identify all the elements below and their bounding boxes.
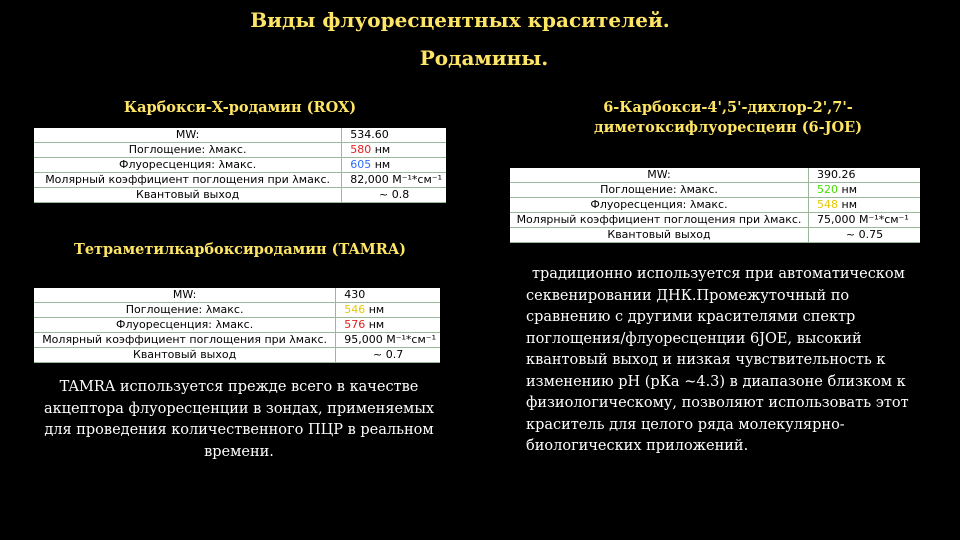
rox-heading: Карбокси-X-родамин (ROX): [123, 99, 357, 116]
extinction-label: Молярный коэффициент поглощения при λмакс.: [34, 333, 336, 348]
mw-label: MW:: [34, 128, 342, 143]
tamra-heading: Тетраметилкарбоксиродамин (TAMRA): [74, 241, 406, 258]
table-row: [34, 333, 440, 348]
slide-subtitle: Родамины.: [419, 46, 549, 70]
mw-label: MW:: [34, 288, 336, 303]
extinction-value: 82,000 М⁻¹*см⁻¹: [342, 173, 446, 188]
mw-value: 390.26: [809, 168, 921, 183]
joe-properties-table: [510, 168, 920, 243]
absorption-label: Поглощение: λмакс.: [34, 303, 336, 318]
extinction-label: Молярный коэффициент поглощения при λмакс.: [34, 173, 342, 188]
mw-value: 430: [336, 288, 440, 303]
table-row: [510, 213, 920, 228]
absorption-label: Поглощение: λмакс.: [34, 143, 342, 158]
tamra-properties-table: [34, 288, 440, 363]
quantum-yield-value: ~ 0.8: [342, 188, 446, 203]
extinction-label: Молярный коэффициент поглощения при λмакс.: [510, 213, 809, 228]
table-row: [510, 183, 920, 198]
fluorescence-unit: нм: [841, 198, 857, 211]
absorption-label: Поглощение: λмакс.: [510, 183, 809, 198]
fluorescence-value: 605: [350, 158, 372, 171]
table-row: [510, 198, 920, 213]
fluorescence-value: 548: [817, 198, 838, 211]
table-row: [34, 173, 446, 188]
quantum-yield-label: Квантовый выход: [510, 228, 809, 243]
fluorescence-label: Флуоресценция: λмакс.: [510, 198, 809, 213]
absorption-unit: нм: [841, 183, 857, 196]
absorption-value: 520: [817, 183, 838, 196]
rox-properties-table: [34, 128, 446, 203]
table-row: [34, 158, 446, 173]
quantum-yield-value: ~ 0.75: [809, 228, 921, 243]
joe-description: традиционно используется при автоматическом секвенировании ДНК.Промежуточный по сравнению с другими красителями спектр поглощения/флуоресценции 6JOE, высокий квантовый выход и низкая чувствительность к изменению рН (рКа ~4.3) в диапазоне близком к физиологическому, позволяют использовать этот краситель для целого ряда молекулярно-биологических приложений.: [526, 266, 909, 454]
fluorescence-label: Флуоресценция: λмакс.: [34, 318, 336, 333]
table-row: [34, 128, 446, 143]
fluorescence-unit: нм: [374, 158, 391, 171]
fluorescence-label: Флуоресценция: λмакс.: [34, 158, 342, 173]
table-row: [34, 288, 440, 303]
quantum-yield-value: ~ 0.7: [336, 348, 440, 363]
absorption-unit: нм: [368, 303, 385, 316]
slide-title: Виды флуоресцентных красителей.: [250, 8, 670, 32]
mw-label: MW:: [510, 168, 809, 183]
table-row: [34, 143, 446, 158]
absorption-value: 580: [350, 143, 372, 156]
absorption-unit: нм: [374, 143, 391, 156]
mw-value: 534.60: [342, 128, 446, 143]
table-row: [510, 228, 920, 243]
fluorescence-value: 576: [344, 318, 366, 331]
extinction-value: 75,000 М⁻¹*см⁻¹: [809, 213, 921, 228]
joe-heading: 6-Карбокси-4',5'-дихлор-2',7'-диметоксифлуоресцеин (6-JOE): [593, 99, 863, 136]
extinction-value: 95,000 М⁻¹*см⁻¹: [336, 333, 440, 348]
table-row: [510, 168, 920, 183]
quantum-yield-label: Квантовый выход: [34, 348, 336, 363]
table-row: [34, 348, 440, 363]
table-row: [34, 188, 446, 203]
absorption-value: 546: [344, 303, 366, 316]
tamra-description: TAMRA используется прежде всего в качестве акцептора флуоресценции в зондах, применяемых для проведения количественного ПЦР в реальном времени.: [43, 379, 435, 460]
table-row: [34, 318, 440, 333]
quantum-yield-label: Квантовый выход: [34, 188, 342, 203]
fluorescence-unit: нм: [368, 318, 385, 331]
table-row: [34, 303, 440, 318]
